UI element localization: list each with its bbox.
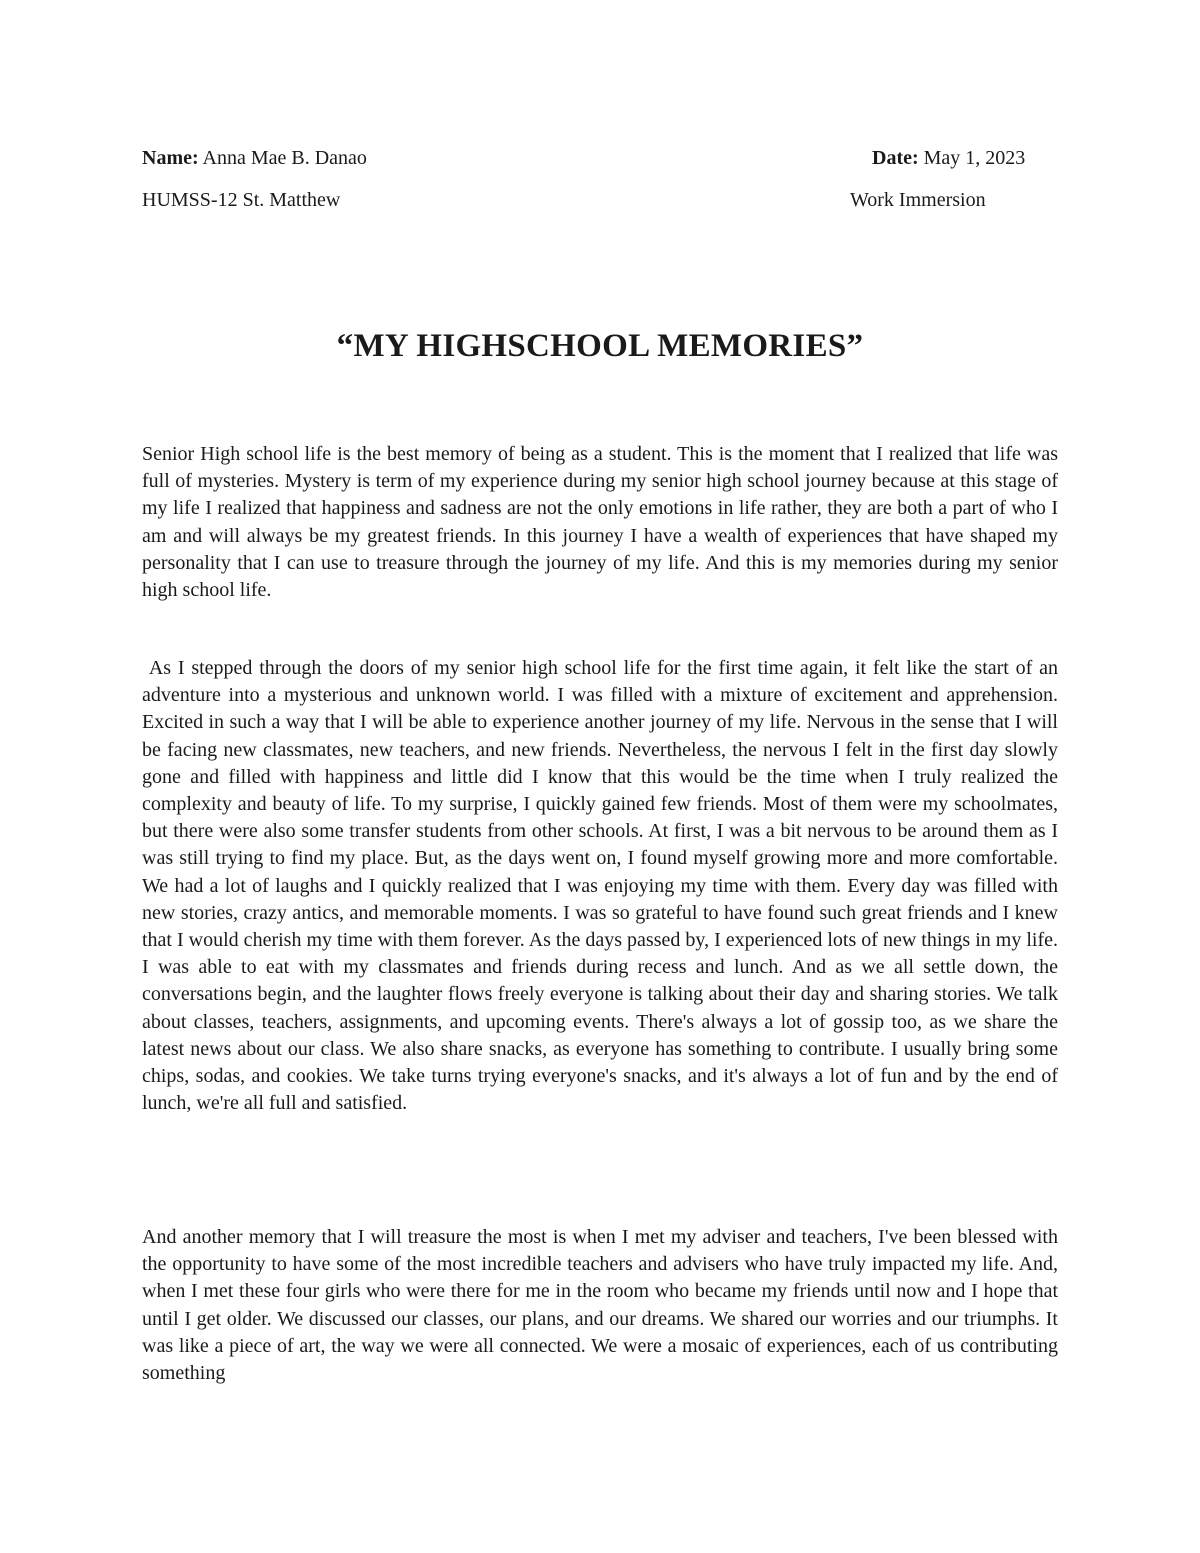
paragraph-text: And another memory that I will treasure the most is when I met my adviser and teachers, I've been blessed with the opportunity to have some of the most incredible teachers and advisers who have truly impacted my life. And, when I met these four girls who were there for me in the room who became my friends until now and I hope that until I get older. We discussed our classes, our plans, and our dreams. We shared our worries and our triumphs. It was like a piece of art, the way we were all connected. We were a mosaic of experiences, each of us contributing something	[142, 1226, 1063, 1385]
paragraph-text: Senior High school life is the best memory of being as a student. This is the moment that I realized that life was full of mysteries. Mystery is term of my experience during my senior high school journey because at this stage of my life I realized that happiness and sadness are not the only emotions in life rather, they are both a part of who I am and will always be my greatest friends. In this journey I have a wealth of experiences that have shaped my personality that I can use to treasure through the journey of my life. And this is my memories during my senior high school life.	[142, 443, 1063, 602]
date-value: May 1, 2023	[918, 147, 1026, 169]
student-name	[142, 145, 367, 171]
essay-title: “MY HIGHSCHOOL MEMORIES”	[336, 328, 864, 364]
class-section: HUMSS-12 St. Matthew	[142, 189, 341, 211]
date-label: Date:	[872, 147, 919, 169]
paragraph-text: As I stepped through the doors of my senior high school life for the first time again, it felt like the start of an adventure into a mysterious and unknown world. I was filled with a mixture of excitement and apprehension. Excited in such a way that I will be able to experience another journey of my life. Nervous in the sense that I will be facing new classmates, new teachers, and new friends. Nevertheless, the nervous I felt in the first day slowly gone and filled with happiness and little did I know that this would be the time when I truly realized the complexity and beauty of life. To my surprise, I quickly gained few friends. Most of them were my schoolmates, but there were also some transfer students from other schools. At first, I was a bit nervous to be around them as I was still trying to find my place. But, as the days went on, I found myself growing more and more comfortable. We had a lot of laughs and I quickly realized that I was enjoying my time with them. Every day was filled with new stories, crazy antics, and memorable moments. I was so grateful to have found such great friends and I knew that I would cherish my time with them forever. As the days passed by, I experienced lots of new things in my life. I was able to eat with my classmates and friends during recess and lunch. And as we all settle down, the conversations begin, and the laughter flows freely everyone is talking about their day and sharing stories. We talk about classes, teachers, assignments, and upcoming events. There's always a lot of gossip too, as we share the latest news about our class. We also share snacks, as everyone has something to contribute. I usually bring some chips, sodas, and cookies. We take turns trying everyone's snacks, and it's always a lot of fun and by the end of lunch, we're all full and satisfied.	[142, 657, 1068, 1115]
essay-paragraph-3	[142, 1224, 1063, 1387]
name-value: Anna Mae B. Danao	[198, 147, 367, 169]
subject-name: Work Immersion	[850, 189, 986, 211]
essay-paragraph-2	[142, 655, 1068, 1117]
essay-paragraph-1	[142, 441, 1063, 604]
name-label: Name:	[142, 147, 199, 169]
document-date	[872, 145, 1025, 171]
